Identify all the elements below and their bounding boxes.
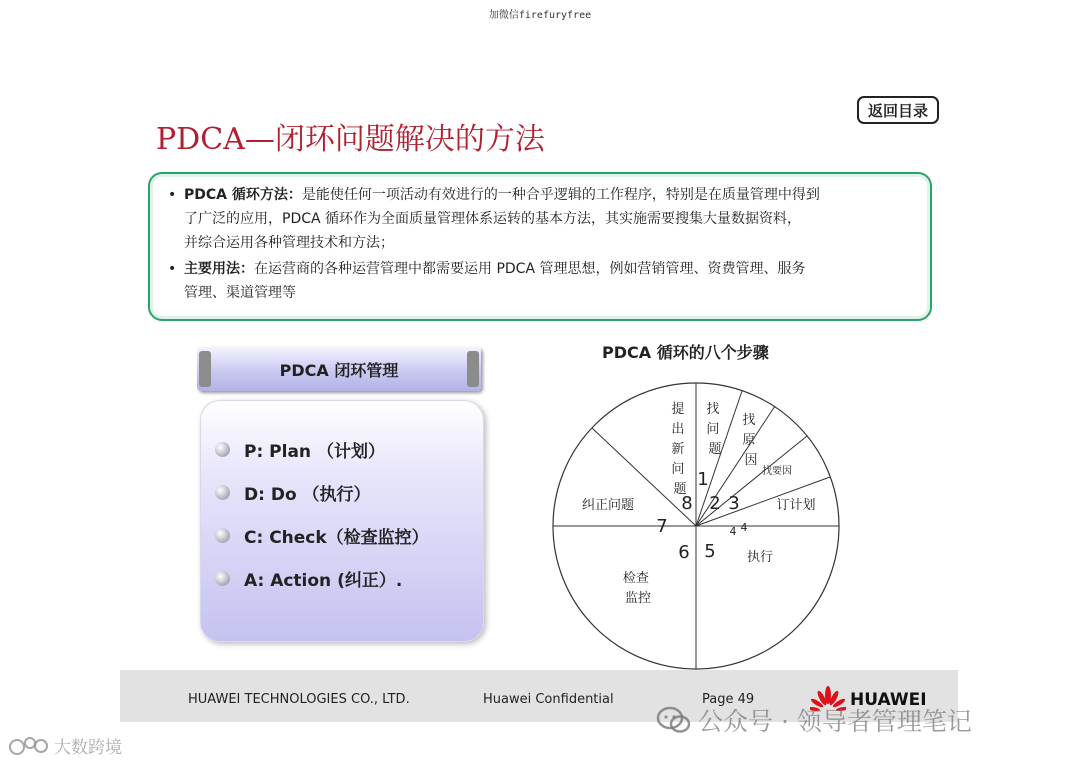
footer-confidential: Huawei Confidential bbox=[483, 692, 614, 707]
pie-label-step4: 找要因 bbox=[762, 466, 792, 477]
pdca-item-label: A: Action (纠正）. bbox=[244, 571, 403, 591]
bullet-ball-icon bbox=[215, 528, 230, 543]
bullet-term: 主要用法： bbox=[184, 261, 254, 277]
brand-watermark bbox=[8, 733, 122, 758]
bullet-text: 管理、渠道管理等 bbox=[184, 285, 296, 301]
pie-label-step3: 找 原 因 bbox=[742, 413, 758, 468]
footer-page-number: Page 49 bbox=[702, 692, 755, 707]
pie-label-step5: 订计划 bbox=[776, 498, 816, 513]
pie-label-step6: 执行 bbox=[746, 550, 774, 565]
footer-company: HUAWEI TECHNOLOGIES CO., LTD. bbox=[188, 692, 410, 707]
back-to-contents-button[interactable]: 返回目录 bbox=[857, 96, 939, 124]
pie-label-step1: 提 出 新 问 题 bbox=[671, 402, 687, 497]
pie-number: 1 bbox=[697, 469, 709, 490]
pie-label-step7: 检查 监控 bbox=[622, 571, 652, 606]
pie-number: 3 bbox=[728, 493, 740, 514]
wechat-watermark-text: 公众号 · 领导者管理笔记 bbox=[698, 707, 972, 736]
bullet-text: 是能使任何一项活动有效进行的一种合乎逻辑的工作程序，特别是在质量管理中得到 bbox=[301, 187, 820, 203]
wechat-icon bbox=[656, 706, 692, 734]
brand-logo-icon bbox=[8, 735, 50, 757]
wechat-watermark bbox=[656, 702, 972, 738]
pie-number: 6 bbox=[678, 542, 690, 563]
pdca-item-plan bbox=[215, 437, 385, 462]
pie-number: 4 bbox=[740, 521, 748, 534]
pie-number: 4 bbox=[729, 525, 737, 538]
bullet-text: 并综合运用各种管理技术和方法； bbox=[184, 235, 394, 251]
pdca-item-label: P: Plan （计划） bbox=[244, 442, 385, 462]
pdca-item-do bbox=[215, 480, 371, 505]
bullet-ball-icon bbox=[215, 442, 230, 457]
intro-box bbox=[148, 172, 932, 321]
intro-bullet-method bbox=[168, 183, 914, 255]
pdca-item-label: D: Do （执行） bbox=[244, 485, 371, 505]
pdca-panel-header-label: PDCA 闭环管理 bbox=[279, 360, 399, 380]
bullet-ball-icon bbox=[215, 485, 230, 500]
slide-title: PDCA—闭环问题解决的方法 bbox=[156, 122, 545, 157]
bullet-ball-icon bbox=[215, 571, 230, 586]
pie-number: 2 bbox=[709, 493, 721, 514]
pie-label-step8: 纠正问题 bbox=[581, 498, 635, 513]
huawei-logo-text: HUAWEI bbox=[850, 690, 927, 710]
pdca-item-check bbox=[215, 523, 429, 548]
pie-label-step2: 找 问 题 bbox=[706, 402, 722, 457]
bullet-text: 了广泛的应用，PDCA 循环作为全面质量管理体系运转的基本方法，其实施需要搜集大量数据资料， bbox=[184, 211, 802, 227]
pie-title: PDCA 循环的八个步骤 bbox=[602, 343, 769, 362]
pie-number: 5 bbox=[704, 541, 716, 562]
bullet-dot: • bbox=[168, 187, 177, 203]
brand-watermark-text: 大数跨境 bbox=[54, 738, 122, 758]
bullet-dot: • bbox=[168, 261, 177, 277]
intro-bullet-usage bbox=[168, 257, 914, 305]
pie-number: 8 bbox=[681, 493, 693, 514]
pdca-panel-header bbox=[197, 347, 481, 391]
pdca-item-label: C: Check（检查监控） bbox=[244, 528, 429, 548]
pdca-panel bbox=[200, 400, 484, 642]
pie-number: 7 bbox=[656, 516, 668, 537]
bullet-text: 在运营商的各种运营管理中都需要运用 PDCA 管理思想，例如营销管理、资费管理、服务 bbox=[254, 261, 806, 277]
bullet-term: PDCA 循环方法： bbox=[184, 187, 302, 203]
pdca-pie-diagram bbox=[540, 380, 850, 670]
top-note: 加微信firefuryfree bbox=[488, 10, 592, 21]
pdca-item-action bbox=[215, 566, 402, 591]
